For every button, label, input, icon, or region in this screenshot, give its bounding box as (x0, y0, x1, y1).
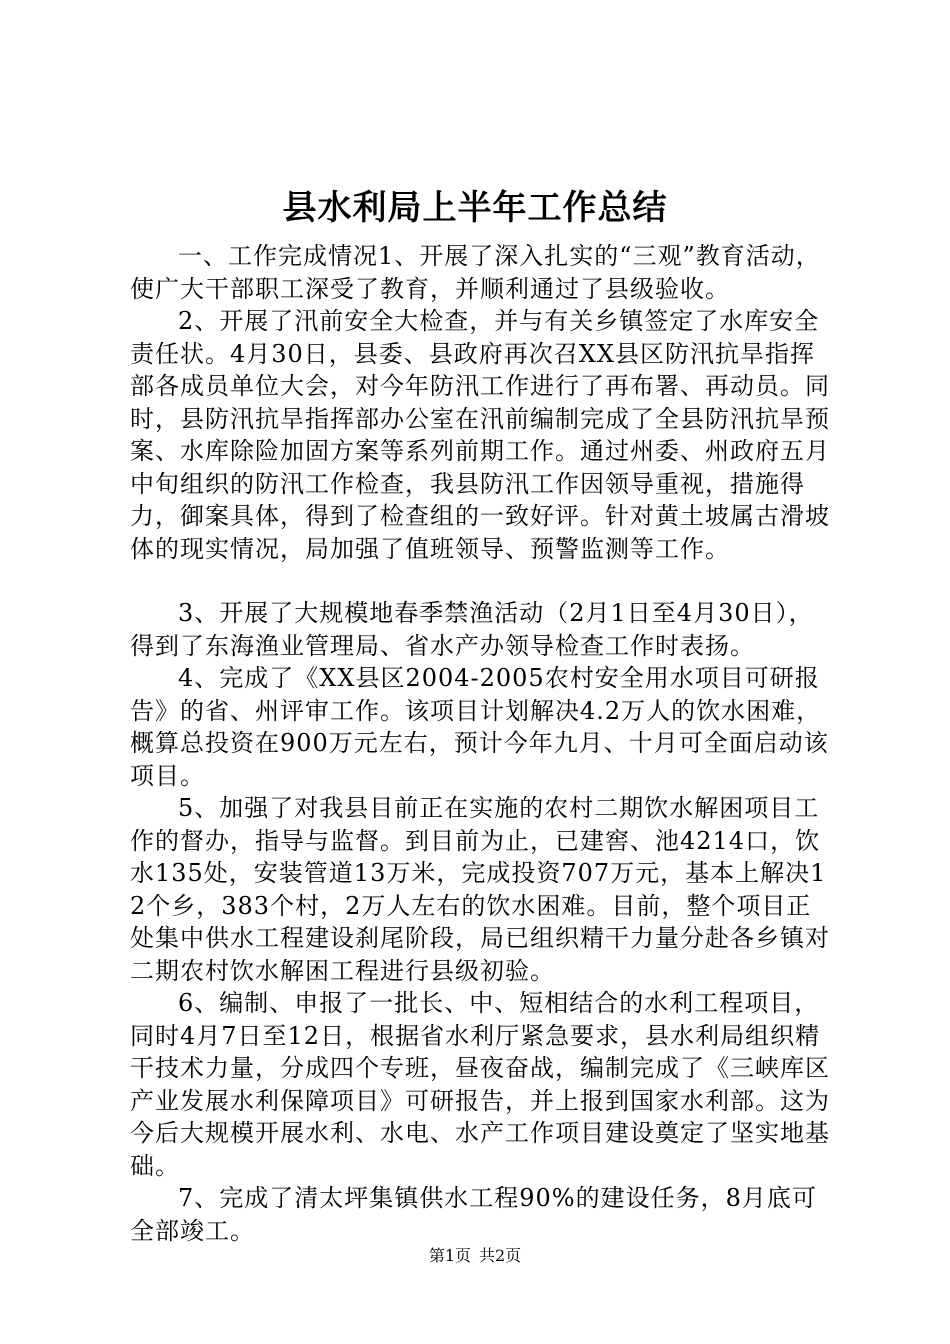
paragraph-3: 3、开展了大规模地春季禁渔活动（2月1日至4月30日），得到了东海渔业管理局、省水产办领导检查工作时表扬。 (130, 599, 814, 660)
page-footer (0, 1244, 950, 1268)
page-number-current: 第1页 (428, 1246, 471, 1265)
paragraph-2: 2、开展了汛前安全大检查，并与有关乡镇签定了水库安全责任状。4月30日，县委、县政府再次召XX县区防汛抗旱指挥部各成员单位大会，对今年防汛工作进行了再布署、再动员。同时，县防汛抗旱指挥部办公室在汛前编制完成了全县防汛抗旱预案、水库除险加固方案等系列前期工作。通过州委、州政府五月中旬组织的防汛工作检查，我县防汛工作因领导重视，措施得力，御案具体，得到了检查组的一致好评。针对黄土坡属古滑坡体的现实情况，局加强了值班领导、预警监测等工作。 (130, 307, 830, 563)
paragraph-5: 5、加强了对我县目前正在实施的农村二期饮水解困项目工作的督办，指导与监督。到目前为止，已建窖、池4214口，饮水135处，安装管道13万米，完成投资707万元，基本上解决12个乡，383个村，2万人左右的饮水困难。目前，整个项目正处集中供水工程建设刹尾阶段，局已组织精干力量分赴各乡镇对二期农村饮水解困工程进行县级初验。 (130, 794, 830, 985)
page-number-total: 共2页 (479, 1246, 522, 1265)
document-title: 县水利局上半年工作总结 (282, 188, 668, 228)
paragraph-6: 6、编制、申报了一批长、中、短相结合的水利工程项目，同时4月7日至12日，根据省水利厅紧急要求，县水利局组织精干技术力量，分成四个专班，昼夜奋战，编制完成了《三峡库区产业发展水利保障项目》可研报告，并上报到国家水利部。这为今后大规模开展水利、水电、水产工作项目建设奠定了坚实地基础。 (130, 989, 830, 1180)
paragraph-1: 一、工作完成情况1、开展了深入扎实的“三观”教育活动，使广大干部职工深受了教育，并顺利通过了县级验收。 (130, 242, 821, 303)
paragraph-4: 4、完成了《XX县区2004-2005农村安全用水项目可研报告》的省、州评审工作。该项目计划解决4.2万人的饮水困难，概算总投资在900万元左右，预计今年九月、十月可全面启动该项目。 (130, 664, 829, 790)
paragraph-7: 7、完成了清太坪集镇供水工程90%的建设任务，8月底可全部竣工。 (130, 1184, 817, 1245)
document-body (130, 240, 830, 1247)
